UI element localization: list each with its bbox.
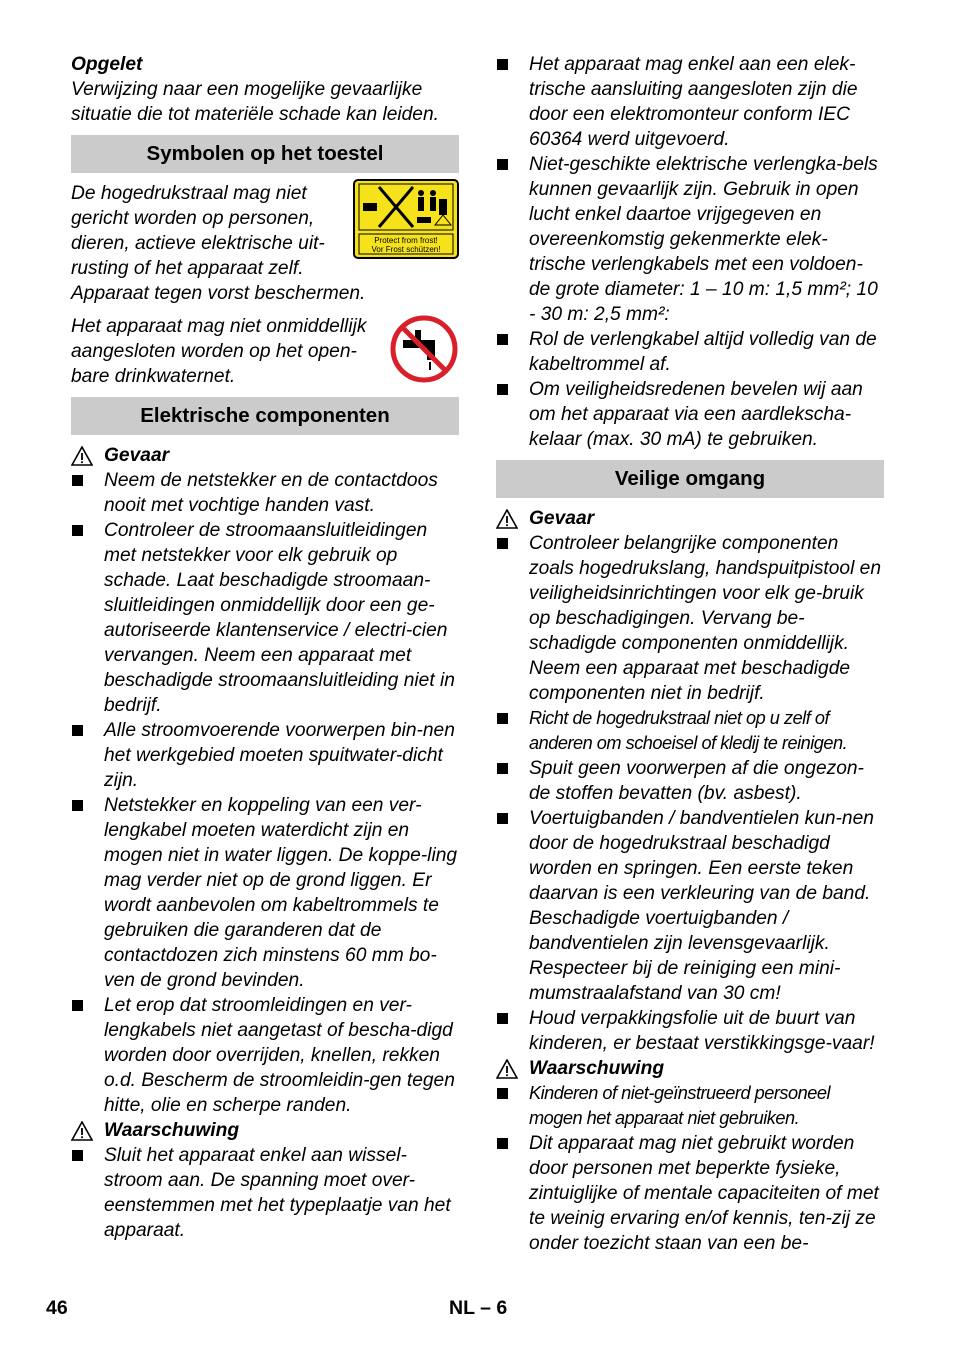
danger-heading (71, 443, 459, 468)
footer-subpage: – 6 (480, 1297, 508, 1319)
warning-triangle-icon (496, 1059, 518, 1079)
warning-title: Waarschuwing (104, 1120, 240, 1141)
list-item: Rol de verlengkabel altijd volledig van de kabeltrommel af. (496, 327, 884, 377)
list-item: Netstekker en koppeling van een ver-lengkabel moeten waterdicht zijn en mogen niet in water liggen. De koppe-ling mag verder niet op de grond liggen. Er wordt aanbevolen om kabeltrommels te gebruiken die garanderen dat de contactdozen zich minstens 60 mm bo-ven de grond bevinden. (71, 793, 459, 993)
right-column (496, 52, 884, 1256)
list-item: Niet-geschikte elektrische verlengka-bels kunnen gevaarlijk zijn. Gebruik in open lucht enkel daartoe vrijgegeven en overeenkomstig gekenmerkte elek-trische verlengkabels met een voldoen-de grote diameter: 1 – 10 m: 1,5 mm²; 10 - 30 m: 2,5 mm²: (496, 152, 884, 327)
left-column (71, 52, 459, 1243)
page-number: 46 (46, 1297, 68, 1319)
list-item: Spuit geen voorwerpen af die ongezon-de stoffen bevatten (bv. asbest). (496, 756, 884, 806)
warning-triangle-icon (71, 446, 93, 466)
list-item: Alle stroomvoerende voorwerpen bin-nen het werkgebied moeten spuitwater-dicht zijn. (71, 718, 459, 793)
footer-section (449, 1297, 507, 1320)
list-item: Om veiligheidsredenen bevelen wij aan om het apparaat via een aardlekscha-kelaar (max. 30 mA) te gebruiken. (496, 377, 884, 452)
list-item: Kinderen of niet-geïnstrueerd personeel mogen het apparaat niet gebruiken. (496, 1081, 884, 1131)
section-heading-symbols: Symbolen op het toestel (71, 135, 459, 173)
warning-heading (71, 1118, 459, 1143)
list-item: Sluit het apparaat enkel aan wissel-stroom aan. De spanning moet over-eenstemmen met het typeplaatje van het apparaat. (71, 1143, 459, 1243)
danger-title: Gevaar (529, 508, 595, 529)
symbol-row-1 (71, 181, 459, 281)
list-item: Voertuigbanden / bandventielen kun-nen door de hogedrukstraal beschadigd worden en springen. Een eerste teken daarvan is een verkleuring van de band. Beschadigde voertuigbanden / bandventielen zijn levensgevaarlijk. Respecteer bij de reiniging een mini-mumstraalafstand van 30 cm! (496, 806, 884, 1006)
list-item: Neem de netstekker en de contactdoos nooit met vochtige handen vast. (71, 468, 459, 518)
symbol-row-2 (71, 314, 459, 389)
no-drinking-water-icon (389, 314, 459, 384)
section-heading-safe-handling: Veilige omgang (496, 460, 884, 498)
sticker-label-de: Vor Frost schützen! (371, 245, 441, 254)
list-item: Houd verpakkingsfolie uit de buurt van kinderen, er bestaat verstikkingsge-vaar! (496, 1006, 884, 1056)
list-item: Richt de hogedrukstraal niet op u zelf of anderen om schoeisel of kledij te reinigen. (496, 706, 884, 756)
warning-triangle-icon (496, 509, 518, 529)
caution-title: Opgelet (71, 54, 143, 75)
danger-heading (496, 506, 884, 531)
warning-triangle-icon (71, 1121, 93, 1141)
list-item: Dit apparaat mag niet gebruikt worden door personen met beperkte fysieke, zintuiglijke of mentale capaciteiten of met te weinig ervaring en/of kennis, ten-zij ze onder toezicht staan van een be- (496, 1131, 884, 1256)
warning-sticker-icon (353, 179, 459, 259)
symbol-1-text: De hogedrukstraal mag niet gericht worden op personen, dieren, actieve elektrische uit-rusting of het apparaat zelf. (71, 183, 325, 279)
symbol-2-text: Het apparaat mag niet onmiddellijk aangesloten worden op het open-bare drinkwaternet. (71, 316, 367, 387)
frost-text: Apparaat tegen vorst beschermen. (71, 283, 366, 304)
section-heading-electrical: Elektrische componenten (71, 397, 459, 435)
warning-heading (496, 1056, 884, 1081)
danger-title: Gevaar (104, 445, 170, 466)
sticker-label-en: Protect from frost! (374, 236, 438, 245)
list-item: Let erop dat stroomleidingen en ver-lengkabels niet aangetast of bescha-digd worden door overrijden, knellen, rekken o.d. Bescherm de stroomleidin-gen tegen hitte, olie en scherpe randen. (71, 993, 459, 1118)
footer-language: NL (449, 1297, 475, 1319)
caution-text: Verwijzing naar een mogelijke gevaarlijke situatie die tot materiële schade kan leiden. (71, 79, 439, 125)
warning-title: Waarschuwing (529, 1058, 665, 1079)
list-item: Controleer de stroomaansluitleidingen met netstekker voor elk gebruik op schade. Laat beschadigde stroomaan-sluitleidingen onmiddellijk door een ge-autoriseerde klantenservice / electri-cien vervangen. Neem een apparaat met beschadigde stroomaansluitleiding niet in bedrijf. (71, 518, 459, 718)
list-item: Controleer belangrijke componenten zoals hogedrukslang, handspuitpistool en veiligheidsinrichtingen voor elk ge-bruik op beschadigingen. Vervang be-schadigde componenten onmiddellijk. Neem een apparaat met beschadigde componenten niet in bedrijf. (496, 531, 884, 706)
list-item: Het apparaat mag enkel aan een elek-trische aansluiting aangesloten zijn die door een elektromonteur conform IEC 60364 werd uitgevoerd. (496, 52, 884, 152)
